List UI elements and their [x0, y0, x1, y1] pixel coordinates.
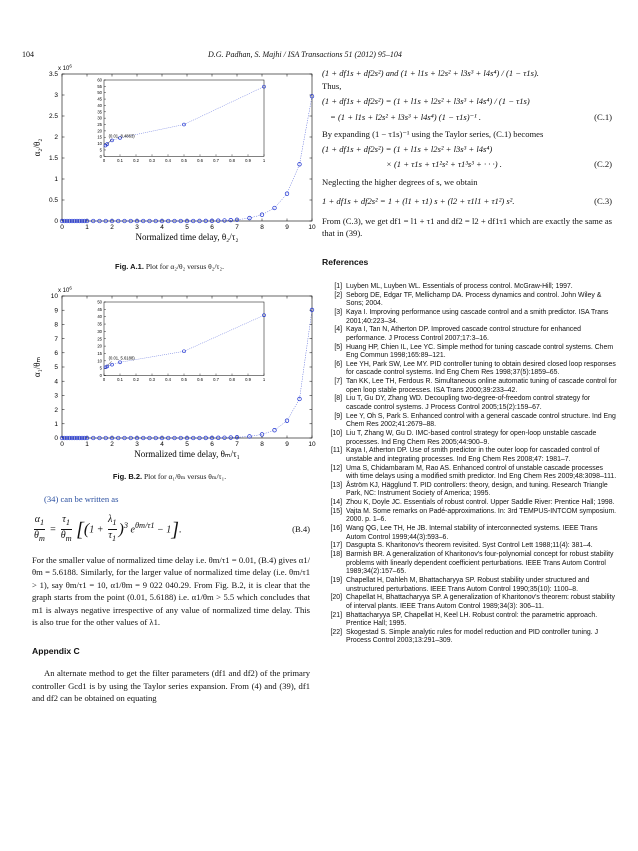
x-tick-label: 3 — [135, 224, 139, 231]
inset-y-tick-label: 0 — [99, 153, 102, 159]
inset-y-tick-label: 40 — [97, 102, 102, 108]
para-b4-intro — [32, 493, 310, 506]
reference-number: [16] — [330, 525, 342, 533]
reference-text: Kaya I. Improving performance using cascade control and a smith predictor. ISA Trans 2001;40:223–34. — [346, 309, 609, 325]
reference-item — [322, 551, 617, 577]
reference-text: Uma S, Chidambaram M, Rao AS. Enhanced control of unstable cascade processes with time delays using a modified smith predictor. Ind Eng Chem Res 2009;48:3098–111. — [346, 464, 617, 481]
equation-b4-number: (B.4) — [292, 524, 310, 535]
x-tick-label: 7 — [235, 441, 239, 448]
eq-c1-line2: = (1 + l1s + l2s² + l3s³ + l4s⁴) (1 − τ1s)⁻¹ . — [330, 111, 481, 122]
inset-x-tick-label: 0.3 — [149, 157, 155, 163]
y-tick-label: 4 — [54, 378, 58, 386]
reference-text: Kaya I, Tan N, Atherton DP. Improved cascade control structure for enhanced performance. J Process Control 2007;17:3–16. — [346, 326, 581, 342]
x-tick-label: 7 — [235, 224, 239, 231]
inset-x-tick-label: 0.6 — [197, 157, 203, 163]
inset-x-tick-label: 0.7 — [213, 157, 219, 163]
inset-y-tick-label: 50 — [97, 299, 102, 305]
x-tick-label: 0 — [60, 441, 64, 448]
reference-text: Bhattacharyya SP, Chapellat H, Keel LH. Robust control: the parametric approach. Prentice Hall; 1995. — [346, 611, 598, 628]
y-tick-label: 3 — [54, 392, 58, 400]
inset-annotation: (0.01, 8.4863) — [108, 133, 135, 139]
inset-x-tick-label: 0 — [102, 377, 106, 383]
reference-text: Barmish BR. A generalization of Kharitonov's four-polynomial concept for robust stability problems with linearly dependent coefficient perturbations. IEEE Trans Autom Control 1989;34(2):157–65. — [346, 551, 614, 576]
line-equating: (1 + df1s + df2s²) and (1 + l1s + l2s² + l3s³ + l4s⁴) / (1 − τ1s). — [322, 68, 539, 78]
reference-text: Wang QG, Lee TH, He JB. Internal stability of interconnected systems. IEEE Trans Autom Control 1999;44(3):593–6. — [346, 525, 598, 541]
reference-item — [322, 326, 617, 343]
inset-x-tick-label: 1 — [262, 157, 266, 163]
reference-item — [322, 542, 617, 551]
x-tick-label: 5 — [185, 224, 189, 231]
y-tick-label: 1 — [54, 421, 58, 428]
reference-number: [7] — [334, 378, 342, 386]
inset-x-tick-label: 0.4 — [165, 377, 171, 383]
eq-c2-line1: (1 + df1s + df2s²) = (1 + l1s + l2s² + l3s³ + l4s⁴) — [322, 143, 493, 154]
y-axis-label: α₁/θₘ — [32, 356, 42, 378]
x-axis-label: Normalized time delay, θ₂/τ₂ — [135, 232, 239, 242]
y-tick-label: 1 — [54, 176, 58, 184]
equation-c3-number: (C.3) — [594, 196, 612, 206]
figure-a1-chart — [22, 60, 317, 255]
reference-number: [21] — [330, 611, 342, 619]
reference-item — [322, 465, 617, 482]
left-column — [32, 493, 310, 705]
inset-y-tick-label: 60 — [97, 77, 102, 83]
para-time-delay: For the smaller value of normalized time delay i.e. θm/τ1 = 0.01, (B.4) gives α1/θm = 5.6188. Similarly, for the larger value of normalized time delay (i.e. θm/τ1 > 1), say θm/τ1 = 10, α1/θm = 9 022 040.29. From Fig. B.2, it is clear that the graph starts from the point (0.01, 5.6188) i.e. α1/θm > 5.5 which concludes that m1 is always negative irrespective of any value of normalized time delay. This is also true for the other values of λ1. — [32, 554, 310, 627]
reference-text: Lee Y, Oh S, Park S. Enhanced control with a general cascade control structure. Ind Eng Chem Res 2002;41:2679–88. — [346, 412, 616, 429]
figure-b2-caption — [22, 472, 317, 481]
inset-x-tick-label: 0.7 — [213, 377, 219, 383]
equation-c3 — [322, 195, 612, 208]
y-tick-label: 2 — [54, 134, 58, 142]
data-point — [273, 428, 277, 432]
exponent-power: 6 — [69, 285, 72, 291]
reference-number: [4] — [334, 326, 342, 334]
reference-text: Kaya I, Atherton DP. Use of smith predictor in the outer loop for cascaded control of unstable and integrating processes. Ind Eng Chem Res 2008;47: 1981–7. — [346, 447, 600, 463]
inset-x-tick-label: 0.5 — [181, 377, 187, 383]
x-tick-label: 5 — [185, 441, 189, 448]
reference-item — [322, 525, 617, 542]
reference-text: Huang HP, Chien IL, Lee YC. Simple method for tuning cascade control systems. Chem Eng Commun 1998;165:89–121. — [346, 343, 614, 360]
x-tick-label: 2 — [110, 441, 114, 448]
reference-number: [20] — [330, 594, 342, 602]
exponent-power: 6 — [69, 63, 72, 69]
inset-y-tick-label: 15 — [97, 350, 102, 356]
y-tick-label: 6 — [54, 350, 58, 357]
exponent-label: x $10^6$ — [58, 285, 72, 294]
reference-text: Skogestad S. Simple analytic rules for model reduction and PID controller tuning. J Process Control 2003;13:291–309. — [346, 628, 599, 645]
reference-text: Vajta M. Some remarks on Padé-approximations. In: 3rd TEMPUS-INTCOM symposium. 2000. p. 1–6. — [346, 507, 617, 524]
inset-y-tick-label: 35 — [97, 109, 102, 115]
inset-y-tick-label: 25 — [97, 122, 102, 128]
reference-item — [322, 413, 617, 430]
word-thus: Thus, — [322, 80, 342, 91]
figure-a1-caption-text: Plot for α₂/θ₂ versus θ₂/τ₂. — [145, 262, 224, 271]
reference-item — [322, 378, 617, 395]
y-tick-label: 3 — [54, 92, 58, 100]
figure-a1-caption-label: Fig. A.1. — [115, 262, 144, 271]
y-tick-label: 0.5 — [48, 197, 58, 205]
y-tick-label: 2.5 — [48, 113, 58, 121]
para-b4-intro-text: (34) can be written as — [44, 494, 119, 504]
reference-number: [17] — [330, 542, 342, 550]
reference-text: Liu T, Gu DY, Zhang WD. Decoupling two-degree-of-freedom control strategy for cascade control systems. J Process Control 2005;15(2):159–67. — [346, 395, 591, 411]
inset-y-tick-label: 0 — [99, 373, 102, 379]
inset-y-tick-label: 25 — [97, 336, 102, 342]
inset-x-tick-label: 0 — [102, 157, 106, 163]
y-tick-label: 0 — [54, 218, 58, 226]
reference-item — [322, 361, 617, 378]
eq-c2-line2: × (1 + τ1s + τ1²s² + τ1³s³ + · · ·) . — [386, 159, 502, 169]
equation-b4: $\frac{\alpha_1}{\theta_m}$ = $\frac{\tau_1}{\theta_m}$ [(1 + $\frac{\lambda_1}{\tau_1}$ )$^3$ $e^{\theta m/\tau 1} - 1$]. (B.4) — [34, 513, 310, 543]
eq-c1-line1: (1 + df1s + df2s²) = (1 + l1s + l2s² + l3s³ + l4s⁴) / (1 − τ1s) — [322, 96, 530, 106]
inset-y-tick-label: 15 — [97, 134, 102, 140]
inset-x-tick-label: 0.8 — [229, 157, 235, 163]
x-axis-label: Normalized time delay, θₘ/τ₁ — [134, 449, 240, 459]
inset-frame — [104, 302, 264, 376]
reference-number: [22] — [330, 628, 342, 636]
reference-item — [322, 499, 617, 508]
reference-number: [18] — [330, 551, 342, 559]
inset-y-tick-label: 45 — [97, 96, 102, 102]
reference-text: Liu T, Zhang W, Gu D. IMC-based control strategy for open-loop unstable cascade processes. Ind Eng Chem Res 2005;44:900–9. — [346, 429, 597, 446]
equation-c1-number: (C.1) — [594, 111, 612, 122]
reference-text: Luyben ML, Luyben WL. Essentials of process control. McGraw-Hill; 1997. — [346, 283, 573, 290]
reference-item — [322, 508, 617, 525]
reference-item — [322, 447, 617, 464]
inset-y-tick-label: 35 — [97, 321, 102, 327]
inset-x-tick-label: 0.6 — [197, 377, 203, 383]
x-tick-label: 0 — [60, 224, 64, 231]
para-expanding: By expanding (1 − τ1s)⁻¹ using the Taylor series, (C.1) becomes — [322, 129, 544, 139]
reference-item — [322, 577, 617, 594]
reference-number: [14] — [330, 499, 342, 507]
reference-item — [322, 629, 617, 646]
inset-x-tick-label: 0.4 — [165, 157, 171, 163]
inset-y-tick-label: 20 — [97, 128, 102, 134]
inset-y-tick-label: 40 — [97, 314, 102, 320]
reference-number: [12] — [330, 464, 342, 472]
reference-text: Chapellat H, Dahleh M, Bhattacharyya SP. Robust stability under structured and unstructured perturbations. IEEE Trans Autom Control 1990;35(10): 1100–8. — [346, 576, 590, 593]
figure-b2-caption-label: Fig. B.2. — [112, 472, 143, 481]
reference-number: [3] — [334, 309, 342, 317]
inset-y-tick-label: 10 — [97, 358, 102, 364]
x-tick-label: 10 — [308, 441, 316, 448]
inset-annotation: (0.01, 5.6188) — [108, 355, 135, 361]
inset-y-tick-label: 5 — [99, 365, 102, 371]
reference-item — [322, 344, 617, 361]
reference-item — [322, 283, 617, 292]
eq-c3-text: 1 + df1s + df2s² = 1 + (l1 + τ1) s + (l2 + τ1l1 + τ1²) s². — [322, 196, 515, 206]
reference-text: Chapellat H, Bhattacharyya SP. A generalization of Kharitonov's theorem: robust stability of interval plants. IEEE Trans Autom Control 1989;34(3): 306–11. — [346, 594, 615, 610]
figure-b2-chart — [22, 282, 317, 472]
reference-item — [322, 482, 617, 499]
reference-item — [322, 430, 617, 447]
inset-frame — [104, 80, 264, 156]
y-tick-label: 10 — [50, 293, 58, 301]
y-tick-label: 1.5 — [48, 155, 58, 163]
reference-number: [5] — [334, 343, 342, 351]
reference-number: [9] — [334, 412, 342, 420]
x-tick-label: 9 — [285, 224, 289, 231]
reference-item — [322, 309, 617, 326]
y-tick-label: 7 — [54, 335, 58, 343]
y-tick-label: 0 — [54, 435, 58, 443]
reference-number: [15] — [330, 507, 342, 515]
reference-item — [322, 292, 617, 309]
data-point — [260, 213, 264, 217]
para-appendix-c: An alternate method to get the filter parameters (df1 and df2) of the primary controller Gcd1 is by using the Taylor series expansion. From (4) and (39), df1 and df2 can be obtained on equating — [32, 668, 310, 703]
x-tick-label: 10 — [308, 224, 316, 231]
y-tick-label: 9 — [54, 307, 58, 315]
reference-number: [6] — [334, 360, 342, 368]
y-tick-label: 8 — [54, 321, 58, 329]
inset-x-tick-label: 0.9 — [245, 377, 251, 383]
reference-number: [2] — [334, 291, 342, 299]
inset-x-tick-label: 0.1 — [117, 157, 123, 163]
equation-c2 — [322, 158, 612, 171]
inset-x-tick-label: 1 — [262, 377, 266, 383]
reference-text: Seborg DE, Edgar TF, Mellichamp DA. Process dynamics and control. John Wiley & Sons; 2004. — [346, 291, 602, 308]
references-title: References — [322, 256, 369, 267]
reference-item — [322, 594, 617, 611]
reference-number: [10] — [330, 429, 342, 437]
equation-c2-number: (C.2) — [594, 159, 612, 169]
reference-text: Lee YH, Park SW, Lee MY. PID controller tuning to obtain desired closed loop responses for cascade control systems. Ind Eng Chem Res 1998;37(5):1859–65. — [346, 360, 616, 377]
inset-y-tick-label: 45 — [97, 306, 102, 312]
inset-y-tick-label: 55 — [97, 83, 102, 89]
figure-a1-caption — [22, 262, 317, 271]
x-tick-label: 1 — [85, 441, 89, 448]
x-tick-label: 4 — [160, 224, 164, 231]
inset-x-tick-label: 0.3 — [149, 377, 155, 383]
x-tick-label: 8 — [260, 441, 264, 448]
figure-b2-caption-text: Plot for α₁/θₘ versus θₘ/τ₁. — [143, 472, 227, 481]
inset-x-tick-label: 0.1 — [117, 377, 123, 383]
reference-item — [322, 612, 617, 629]
y-tick-label: 2 — [54, 406, 58, 414]
reference-number: [1] — [334, 283, 342, 290]
x-tick-label: 4 — [160, 441, 164, 448]
reference-number: [8] — [334, 395, 342, 403]
y-axis-label: α₂/θ₂ — [32, 138, 42, 157]
inset-y-tick-label: 50 — [97, 90, 102, 96]
x-tick-label: 6 — [210, 441, 214, 448]
page-number: 104 — [22, 50, 34, 59]
inset-x-tick-label: 0.5 — [181, 157, 187, 163]
para-from-c3: From (C.3), we get df1 = l1 + τ1 and df2 = l2 + df1τ1 which are exactly the same as that in (39). — [322, 215, 612, 238]
y-tick-label: 3.5 — [48, 71, 58, 79]
reference-text: Dasgupta S. Kharitonov's theorem revisited. Syst Control Lett 1988;11(4): 381–4. — [346, 542, 593, 550]
inset-x-tick-label: 0.8 — [229, 377, 235, 383]
inset-y-tick-label: 10 — [97, 141, 102, 147]
inset-y-tick-label: 30 — [97, 115, 102, 121]
x-tick-label: 2 — [110, 224, 114, 231]
right-column — [322, 67, 612, 268]
reference-text: Tan KK, Lee TH, Ferdous R. Simultaneous online automatic tuning of cascade control for open loop stable processes. ISA Trans 2000;39:233–42. — [346, 378, 617, 394]
x-tick-label: 6 — [210, 224, 214, 231]
running-header: D.G. Padhan, S. Majhi / ISA Transactions 51 (2012) 95–104 — [208, 50, 402, 59]
reference-text: Zhou K, Doyle JC. Essentials of robust control. Upper Saddle River: Prentice Hall; 1998. — [346, 499, 615, 507]
inset-y-tick-label: 30 — [97, 328, 102, 334]
equation-c1 — [322, 111, 612, 124]
x-tick-label: 9 — [285, 441, 289, 448]
reference-number: [19] — [330, 576, 342, 584]
y-tick-label: 5 — [54, 364, 58, 372]
x-tick-label: 3 — [135, 441, 139, 448]
inset-y-tick-label: 20 — [97, 343, 102, 349]
exponent-label: x $10^6$ — [58, 63, 72, 72]
reference-text: Åström KJ, Hägglund T. PID controllers: theory, design, and tuning. Research Triangle Park, NC: Instrument Society of America; 1995. — [346, 481, 608, 498]
references-list — [322, 283, 617, 646]
appendix-c-title: Appendix C — [32, 645, 80, 656]
inset-y-tick-label: 5 — [99, 147, 102, 153]
inset-x-tick-label: 0.9 — [245, 157, 251, 163]
para-neglecting: Neglecting the higher degrees of s, we obtain — [322, 176, 478, 187]
reference-number: [13] — [330, 481, 342, 489]
x-tick-label: 1 — [85, 224, 89, 231]
x-tick-label: 8 — [260, 224, 264, 231]
inset-x-tick-label: 0.2 — [133, 157, 139, 163]
inset-x-tick-label: 0.2 — [133, 377, 139, 383]
reference-item — [322, 395, 617, 412]
reference-number: [11] — [331, 447, 342, 455]
